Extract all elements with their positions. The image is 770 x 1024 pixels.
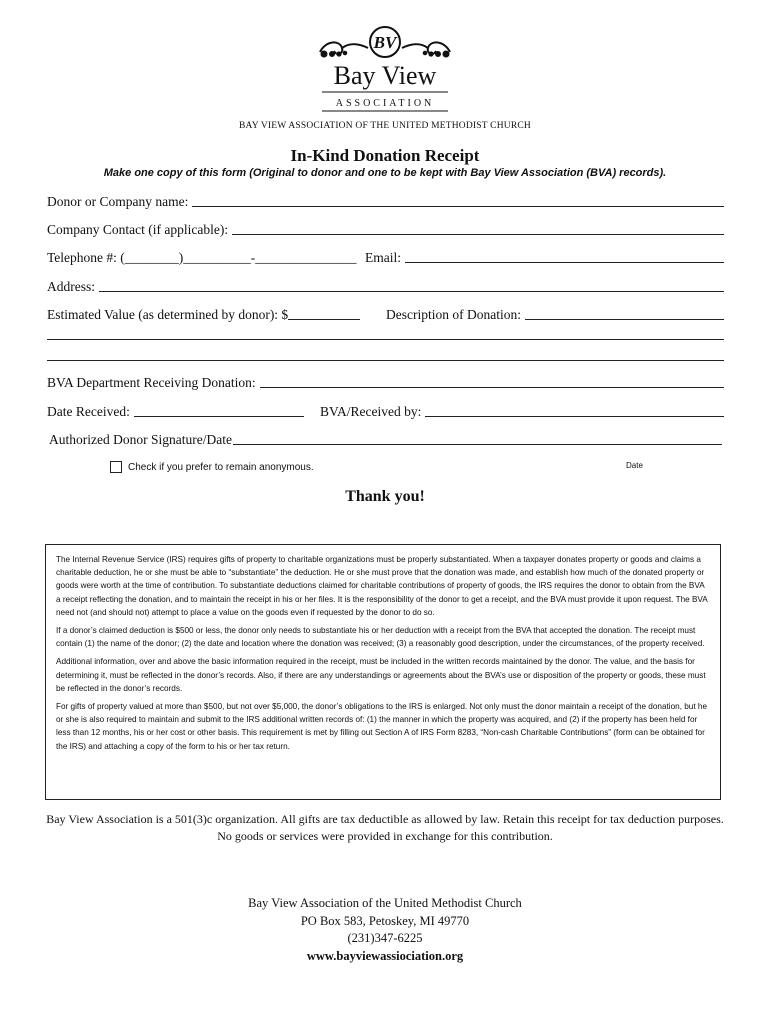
donor-name-line[interactable] [192, 205, 724, 207]
received-by-line[interactable] [425, 415, 724, 417]
telephone-label: Telephone #: (________)__________-_______________ [47, 250, 357, 265]
address-line[interactable] [99, 290, 724, 292]
date-received-line[interactable] [134, 415, 304, 417]
date-caption: Date [626, 461, 643, 470]
bay-view-logo [312, 24, 458, 114]
signature-field[interactable] [49, 432, 722, 448]
email-label: Email: [365, 250, 401, 265]
notice-paragraph: The Internal Revenue Service (IRS) requires gifts of property to charitable organizations must be properly substantiated. When a taxpayer donates property or goods and claims a charitable deduction, he or she must be able to “substantiate” the deduction. He or she must prove that the donation was made, and establish how much of the donated property or goods were worth at the time of contribution. To substantiate deductions claimed for charitable contributions of property of goods, the IRS requires the donor to obtain from the BVA a receipt reflecting the donation, and to maintain the receipt in his or her files. It is the responsibility of the donor to get a receipt, and the BVA must provide it upon request. The BVA need not (and should not) attempt to place a value on the goods even if requested by the donor to do so. [56, 555, 708, 617]
tax-deductible-note: Bay View Association is a 501(3)c organization. All gifts are tax deductible as allowed by law. Retain this receipt for tax deduction purposes. No goods or services were provided in exchange for this contribution. [46, 812, 724, 843]
organization-subtitle: BAY VIEW ASSOCIATION OF THE UNITED METHODIST CHURCH [239, 121, 531, 131]
description-label: Description of Donation: [386, 307, 521, 322]
signature-line[interactable] [233, 443, 722, 445]
notice-paragraph: For gifts of property valued at more than $500, but not over $5,000, the donor’s obligations to the IRS is enlarged. Not only must the donor maintain a receipt of the donation, but he or she is also required to maintain and submit to the IRS additional written records of: (1) the manner in which the property was acquired, and (2) if the property has been held for less than 12 months, his or her cost or other basis. This requirement is met by filling out Section A of IRS Form 8283, “Non-cash Charitable Contributions” (form can be obtained for the IRS) and attaching a copy of the form to his or her tax return. [56, 702, 708, 751]
donor-name-field[interactable] [47, 194, 724, 210]
description-line-3[interactable] [47, 360, 724, 361]
donor-name-label: Donor or Company name: [47, 194, 189, 209]
bay-view-logo-graphic [312, 24, 458, 114]
date-received-label: Date Received: [47, 404, 130, 419]
telephone-field[interactable] [47, 250, 357, 266]
footer-contact [0, 895, 770, 965]
company-contact-field[interactable] [47, 222, 724, 238]
irs-notice-box [45, 544, 721, 800]
email-field[interactable] [365, 250, 724, 266]
company-contact-label: Company Contact (if applicable): [47, 222, 229, 237]
department-line[interactable] [260, 386, 724, 388]
signature-label: Authorized Donor Signature/Date [49, 432, 232, 447]
description-line-2[interactable] [47, 339, 724, 340]
svg-text:ASSOCIATION: ASSOCIATION [335, 98, 435, 109]
department-field[interactable] [47, 375, 724, 391]
estimated-value-field[interactable] [47, 307, 360, 323]
company-contact-line[interactable] [232, 233, 724, 235]
page-title: In-Kind Donation Receipt [290, 146, 480, 165]
description-field[interactable] [386, 307, 724, 323]
estimated-value-label: Estimated Value (as determined by donor): $ [47, 307, 289, 322]
description-line[interactable] [525, 318, 724, 320]
form-instructions: Make one copy of this form (Original to donor and one to be kept with Bay View Association (BVA) records). [103, 167, 667, 179]
footer-org-name: Bay View Association of the United Methodist Church [248, 896, 522, 910]
department-label: BVA Department Receiving Donation: [47, 375, 256, 390]
email-line[interactable] [405, 261, 724, 263]
anonymous-checkbox[interactable] [110, 461, 122, 473]
notice-paragraph: If a donor’s claimed deduction is $500 or less, the donor only needs to substantiate his or her deduction with a receipt from the BVA that accepted the donation. The receipt must contain (1) the name of the donor; (2) the date and location where the donation was received; (3) a reasonably good description, under the circumstances, of the property received. [56, 626, 705, 649]
address-label: Address: [47, 279, 95, 294]
thank-you-heading: Thank you! [345, 488, 425, 505]
footer-address: PO Box 583, Petoskey, MI 49770 [300, 913, 470, 928]
anonymous-label: Check if you prefer to remain anonymous. [128, 461, 314, 473]
anonymous-option[interactable] [110, 461, 314, 473]
notice-paragraph: Additional information, over and above the basic information required in the receipt, must be included in the written records maintained by the donor. The value, and the basis for determining it, must be reflected in the donor’s records. Also, if there are any understandings or agreements about the BVA’s use or disposition of the property or goods, these must be reflected in the donor’s records. [56, 657, 706, 693]
received-by-field[interactable] [320, 404, 724, 420]
footer-phone: (231)347-6225 [347, 931, 423, 945]
received-by-label: BVA/Received by: [320, 404, 422, 419]
estimated-value-line[interactable] [288, 318, 360, 320]
date-received-field[interactable] [47, 404, 304, 420]
address-field[interactable] [47, 279, 724, 295]
svg-text:Bay View: Bay View [333, 61, 437, 90]
footer-website-link[interactable]: www.bayviewassiociation.org [306, 948, 464, 963]
svg-text:BV: BV [373, 33, 397, 52]
